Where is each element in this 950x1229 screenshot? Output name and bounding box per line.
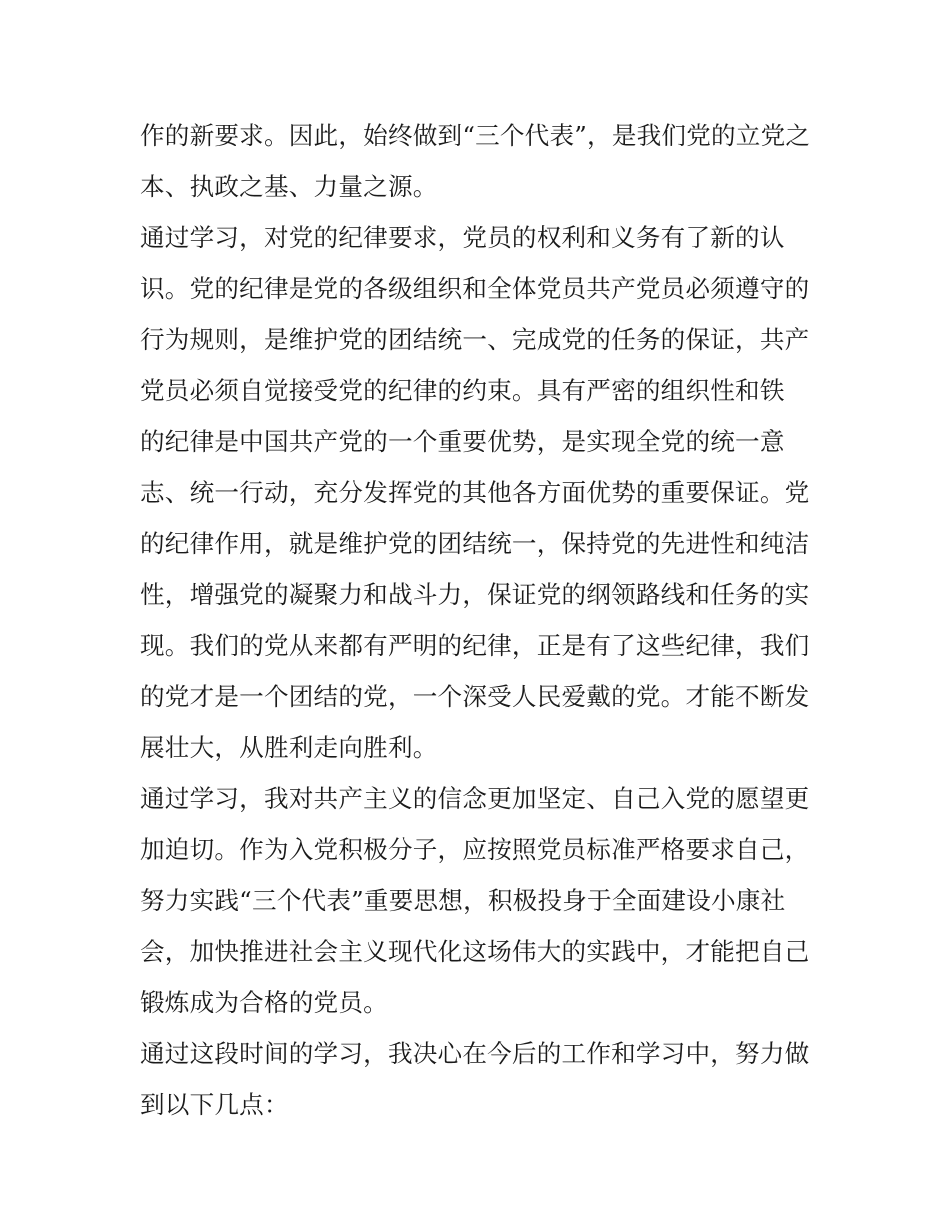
text-line: 的纪律是中国共产党的一个重要优势，是实现全党的统一意 bbox=[140, 427, 785, 456]
text-line: 志、统一行动，充分发挥党的其他各方面优势的重要保证。党 bbox=[140, 478, 810, 507]
text-line: 识。党的纪律是党的各级组织和全体党员共产党员必须遵守的 bbox=[140, 274, 810, 303]
text-line: 通过学习，对党的纪律要求，党员的权利和义务有了新的认 bbox=[140, 223, 785, 252]
text-line: 通过这段时间的学习，我决心在今后的工作和学习中，努力做 bbox=[140, 1039, 810, 1068]
text-line: 到以下几点： bbox=[140, 1090, 289, 1119]
text-line: 展壮大，从胜利走向胜利。 bbox=[140, 733, 438, 762]
text-line: 的党才是一个团结的党，一个深受人民爱戴的党。才能不断发 bbox=[140, 682, 810, 711]
text-line: 作的新要求。因此，始终做到“三个代表”，是我们党的立党之 bbox=[140, 121, 811, 150]
text-line: 加迫切。作为入党积极分子，应按照党员标准严格要求自己， bbox=[140, 835, 810, 864]
text-line: 性，增强党的凝聚力和战斗力，保证党的纲领路线和任务的实 bbox=[140, 580, 810, 609]
text-line: 努力实践“三个代表”重要思想，积极投身于全面建设小康社 bbox=[140, 886, 786, 915]
text-line: 会，加快推进社会主义现代化这场伟大的实践中，才能把自己 bbox=[140, 937, 810, 966]
text-line: 现。我们的党从来都有严明的纪律，正是有了这些纪律，我们 bbox=[140, 631, 810, 660]
text-line: 本、执政之基、力量之源。 bbox=[140, 172, 438, 201]
text-line: 通过学习，我对共产主义的信念更加坚定、自己入党的愿望更 bbox=[140, 784, 810, 813]
text-line: 行为规则，是维护党的团结统一、完成党的任务的保证，共产 bbox=[140, 325, 810, 354]
document-body bbox=[140, 110, 830, 1130]
text-line: 锻炼成为合格的党员。 bbox=[140, 988, 388, 1017]
text-line: 党员必须自觉接受党的纪律的约束。具有严密的组织性和铁 bbox=[140, 376, 785, 405]
text-line: 的纪律作用，就是维护党的团结统一，保持党的先进性和纯洁 bbox=[140, 529, 810, 558]
